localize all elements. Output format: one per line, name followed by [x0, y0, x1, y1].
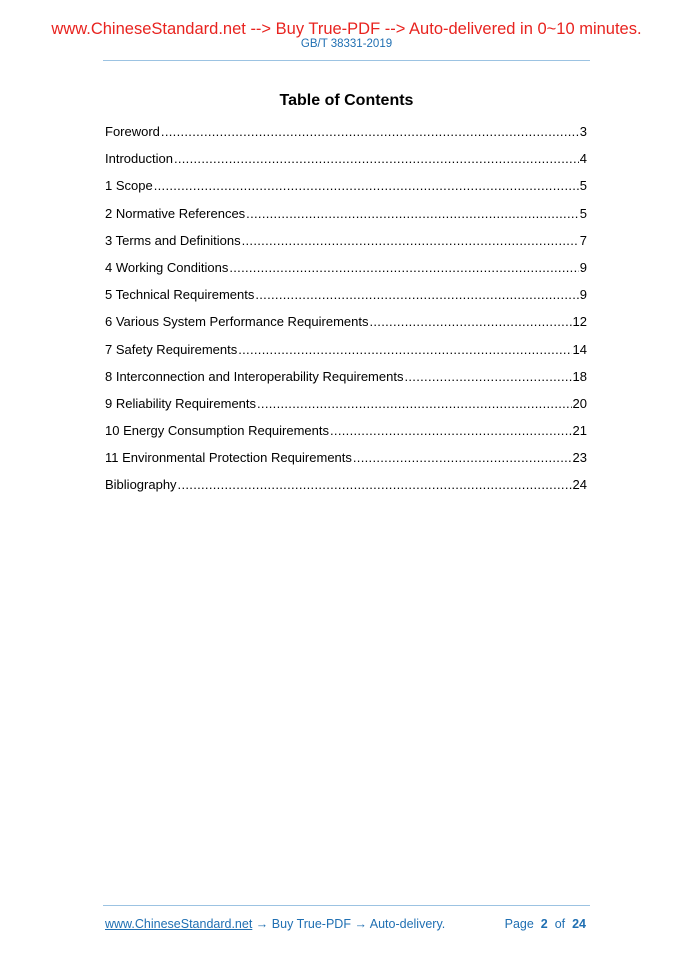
- toc-entry-label: 1 Scope: [105, 178, 153, 194]
- toc-dot-leader: [257, 395, 572, 412]
- footer-promo: [105, 916, 445, 932]
- toc-entry-page: 18: [572, 368, 587, 384]
- toc-entry[interactable]: [105, 150, 587, 177]
- toc-dot-leader: [174, 150, 579, 167]
- toc-entry-page: 12: [572, 314, 587, 330]
- page-footer: [105, 916, 586, 932]
- toc-entry-label: 7 Safety Requirements: [105, 341, 238, 357]
- of-word: of: [554, 917, 566, 931]
- toc-dot-leader: [242, 232, 579, 249]
- arrow-right-icon: →: [354, 917, 367, 931]
- toc-entry-page: 21: [572, 423, 587, 439]
- toc-entry-page: 20: [572, 395, 587, 411]
- toc-entry-page: 9: [579, 287, 587, 303]
- toc-entry[interactable]: [105, 449, 587, 476]
- toc-entry[interactable]: [105, 259, 587, 286]
- header-divider: [103, 60, 590, 61]
- toc-entry-label: 11 Environmental Protection Requirements: [105, 450, 352, 466]
- toc-entry-page: 9: [579, 259, 587, 275]
- toc-entry-page: 23: [572, 450, 587, 466]
- toc-dot-leader: [238, 341, 571, 358]
- toc-entry-page: 14: [572, 341, 587, 357]
- toc-entry[interactable]: [105, 232, 587, 259]
- toc-entry-label: Introduction: [105, 151, 173, 167]
- toc-entry[interactable]: [105, 313, 587, 340]
- toc-entry-label: Bibliography: [105, 477, 177, 493]
- toc-entry[interactable]: [105, 123, 587, 150]
- page-current: 2: [540, 917, 548, 931]
- toc-entry-label: 6 Various System Performance Requirements: [105, 314, 369, 330]
- toc-entry-label: 2 Normative References: [105, 205, 246, 221]
- toc-dot-leader: [369, 313, 571, 330]
- toc-entry-page: 5: [579, 205, 587, 221]
- toc-entry[interactable]: [105, 422, 587, 449]
- toc-entry[interactable]: [105, 476, 587, 503]
- toc-dot-leader: [255, 286, 578, 303]
- footer-site-link[interactable]: www.ChineseStandard.net: [105, 917, 253, 931]
- toc-entry-page: 3: [579, 124, 587, 139]
- toc-dot-leader: [161, 123, 579, 140]
- toc-entry[interactable]: [105, 368, 587, 395]
- toc-dot-leader: [353, 449, 572, 466]
- toc-entry-page: 7: [579, 232, 587, 248]
- toc-dot-leader: [229, 259, 578, 276]
- footer-divider: [103, 905, 590, 906]
- toc-entry-label: 5 Technical Requirements: [105, 287, 255, 303]
- toc-entry-label: 4 Working Conditions: [105, 259, 229, 275]
- toc-entry[interactable]: [105, 177, 587, 204]
- page-indicator: [505, 916, 586, 932]
- table-of-contents: [105, 123, 587, 504]
- toc-entry-label: 3 Terms and Definitions: [105, 232, 241, 248]
- toc-entry[interactable]: [105, 205, 587, 232]
- toc-entry[interactable]: [105, 341, 587, 368]
- toc-dot-leader: [178, 476, 572, 493]
- toc-dot-leader: [246, 205, 579, 222]
- toc-entry[interactable]: [105, 395, 587, 422]
- footer-buy-text: Buy True-PDF: [271, 917, 351, 931]
- toc-dot-leader: [154, 177, 579, 194]
- toc-dot-leader: [404, 368, 571, 385]
- toc-entry-page: 24: [572, 477, 587, 493]
- toc-dot-leader: [330, 422, 572, 439]
- toc-entry-label: 10 Energy Consumption Requirements: [105, 423, 330, 439]
- toc-entry-label: 8 Interconnection and Interoperability Requirements: [105, 368, 404, 384]
- toc-entry-page: 4: [579, 151, 587, 167]
- page-total: 24: [572, 917, 586, 931]
- toc-entry-label: Foreword: [105, 124, 160, 139]
- promo-banner[interactable]: www.ChineseStandard.net --> Buy True-PDF --> Auto-delivered in 0~10 minutes.: [51, 20, 642, 38]
- document-id: GB/T 38331-2019: [300, 38, 393, 50]
- page-word: Page: [504, 917, 534, 931]
- toc-title: Table of Contents: [279, 92, 414, 109]
- toc-entry[interactable]: [105, 286, 587, 313]
- footer-delivery-text: Auto-delivery.: [369, 917, 446, 931]
- toc-entry-label: 9 Reliability Requirements: [105, 395, 257, 411]
- toc-entry-page: 5: [579, 178, 587, 194]
- arrow-right-icon: →: [255, 917, 269, 931]
